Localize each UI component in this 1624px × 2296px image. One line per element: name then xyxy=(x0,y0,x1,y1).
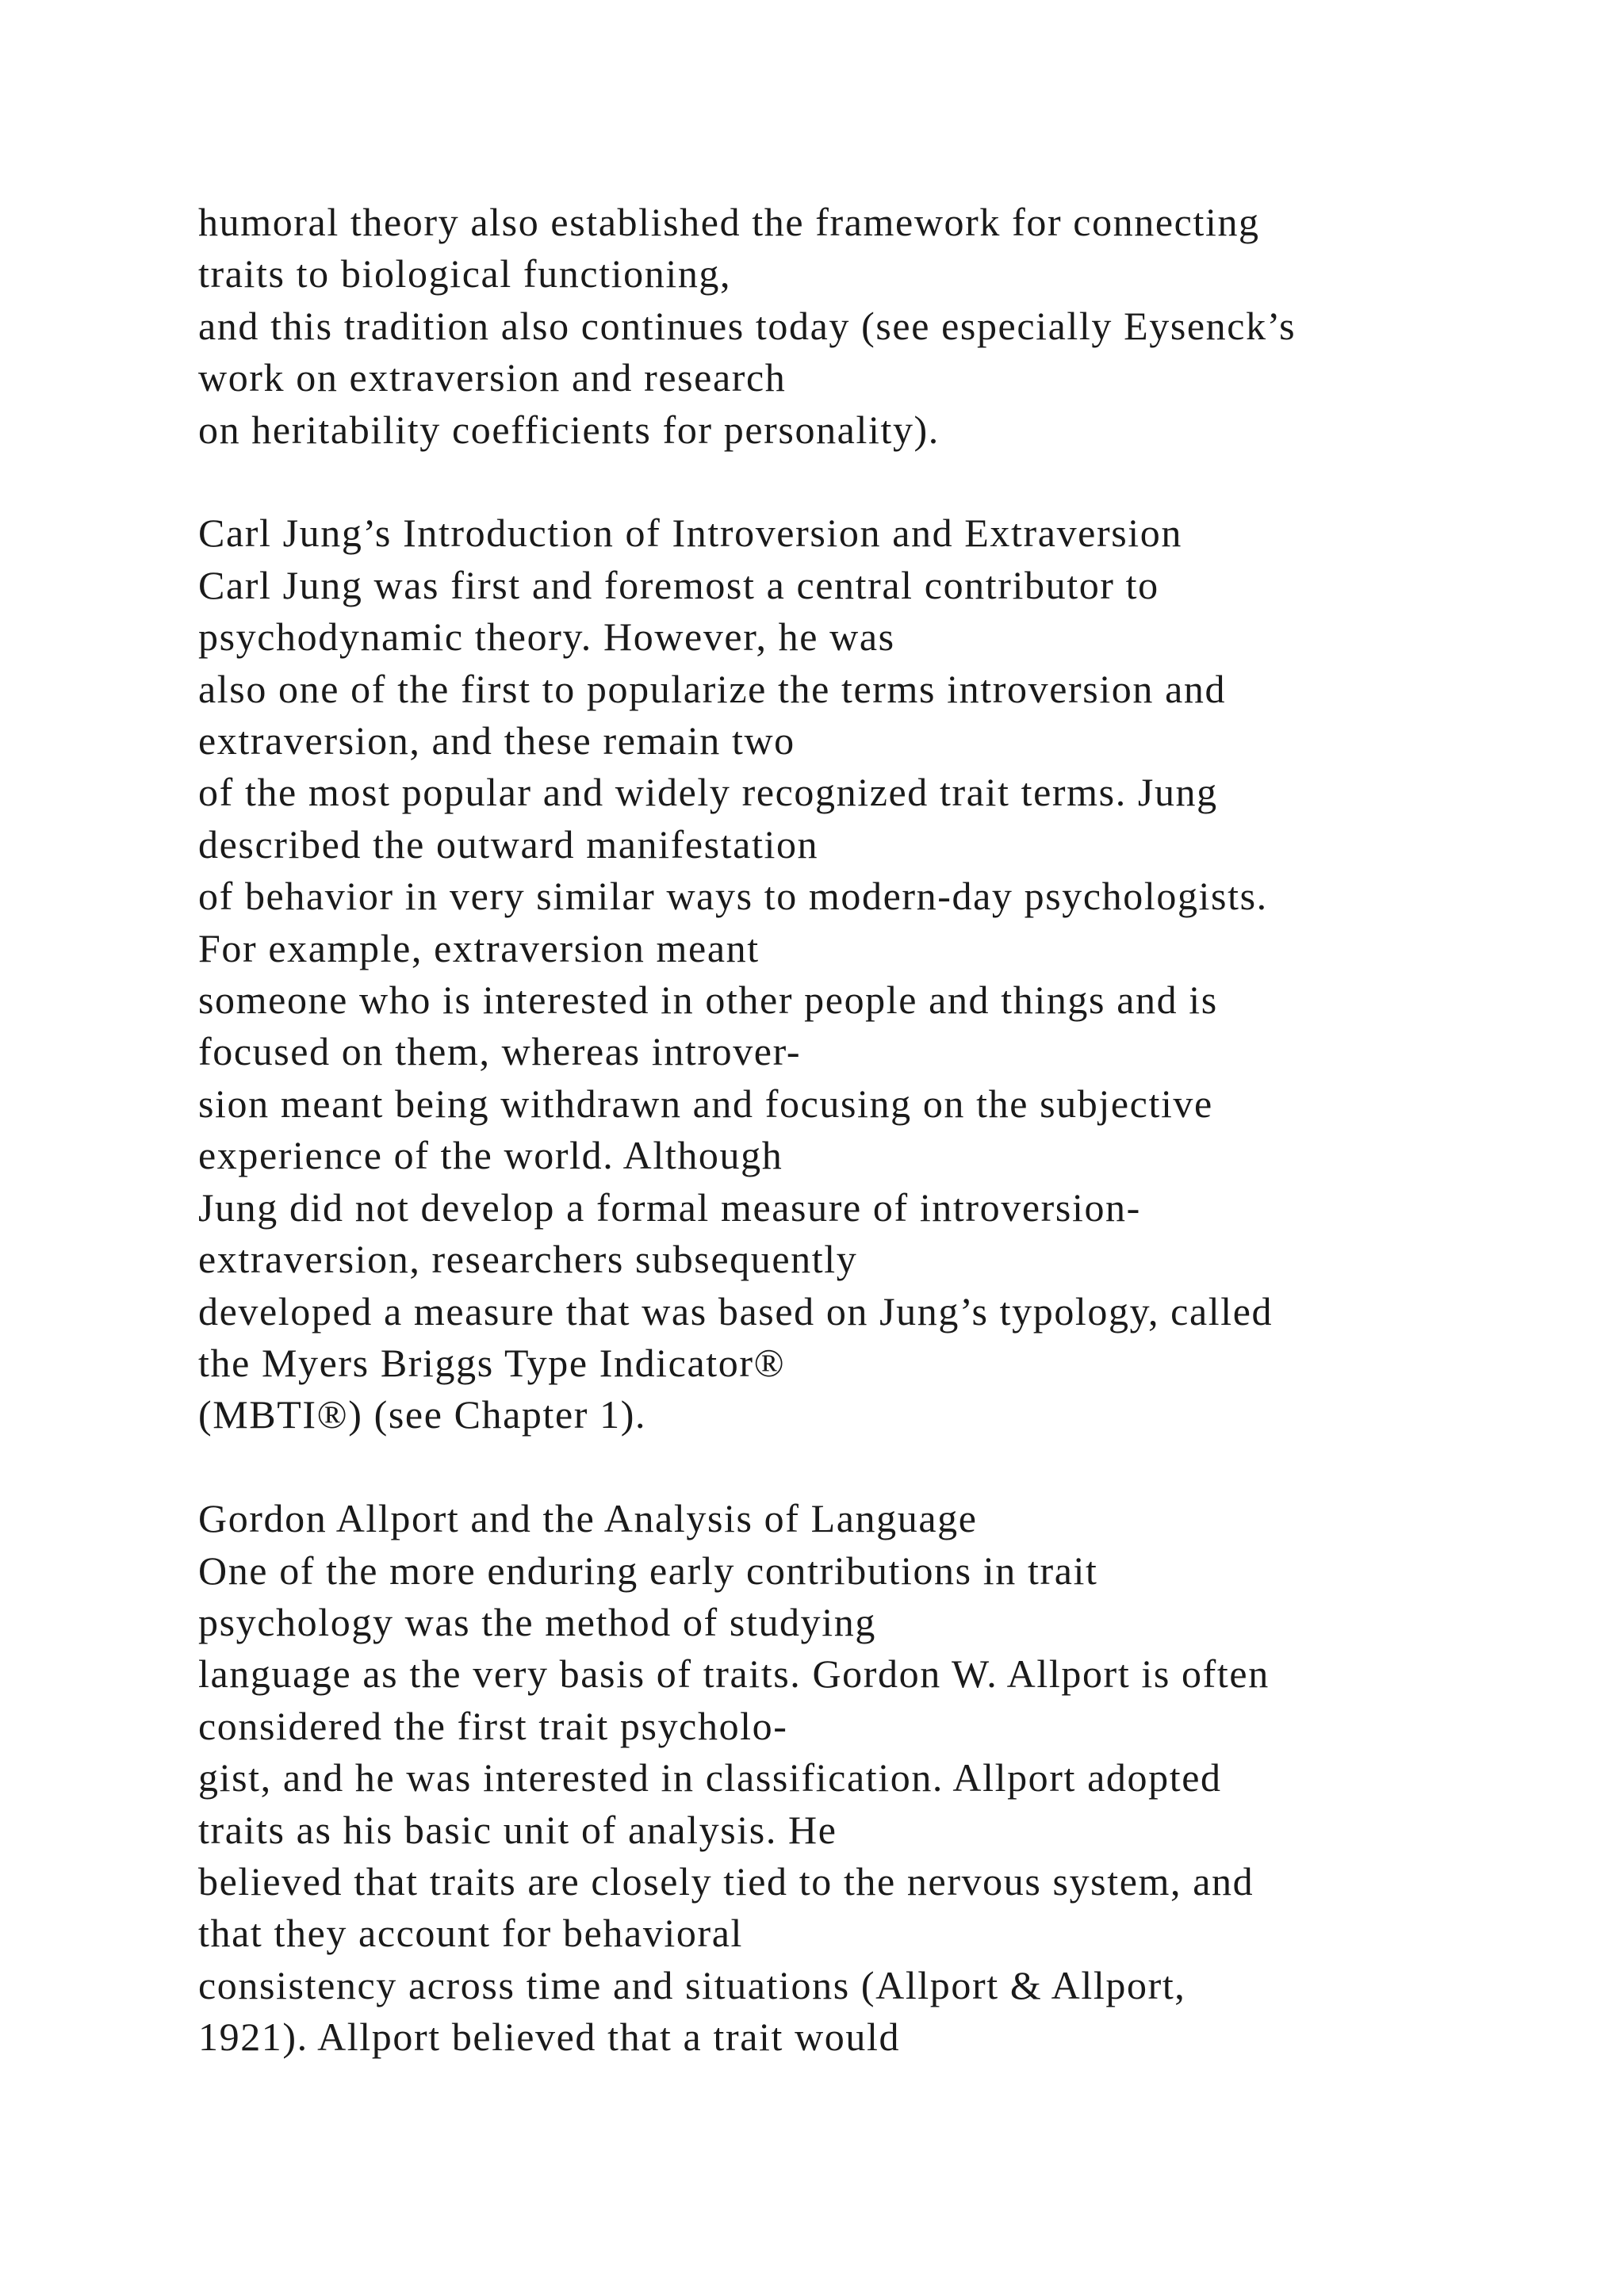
text-line: humoral theory also established the framework for connecting xyxy=(198,200,1260,244)
section-heading: Carl Jung’s Introduction of Introversion and Extraversion xyxy=(198,511,1182,556)
text-line: developed a measure that was based on Jung’s typology, called xyxy=(198,1288,1274,1334)
text-line: psychodynamic theory. However, he was xyxy=(198,614,895,660)
text-line: psychology was the method of studying xyxy=(198,1599,876,1644)
text-line: consistency across time and situations (Allport & Allport, xyxy=(198,1962,1186,2007)
text-line: For example, extraversion meant xyxy=(198,925,760,970)
text-line: experience of the world. Although xyxy=(198,1133,783,1178)
section-heading: Gordon Allport and the Analysis of Language xyxy=(198,1496,978,1541)
blank-line xyxy=(198,456,1546,507)
text-line: traits to biological functioning, xyxy=(198,251,732,297)
text-line: extraversion, researchers subsequently xyxy=(198,1237,858,1282)
text-line: extraversion, and these remain two xyxy=(198,718,795,763)
text-line: sion meant being withdrawn and focusing on the subjective xyxy=(198,1081,1213,1126)
blank-line xyxy=(198,1441,1546,1493)
text-line: Jung did not develop a formal measure of introversion- xyxy=(198,1184,1141,1230)
text-line: described the outward manifestation xyxy=(198,821,819,867)
text-line: believed that traits are closely tied to the nervous system, and xyxy=(198,1858,1254,1904)
text-line: gist, and he was interested in classification. Allport adopted xyxy=(198,1755,1222,1800)
text-line: of the most popular and widely recognized trait terms. Jung xyxy=(198,770,1218,815)
text-line: also one of the first to popularize the terms introversion and xyxy=(198,666,1227,711)
document-text xyxy=(198,197,1546,2064)
text-line: traits as his basic unit of analysis. He xyxy=(198,1807,837,1852)
text-line: work on extraversion and research xyxy=(198,355,787,400)
text-line: (MBTI®) (see Chapter 1). xyxy=(198,1392,647,1437)
text-line: of behavior in very similar ways to modern-day psychologists. xyxy=(198,874,1268,919)
text-line: focused on them, whereas introver- xyxy=(198,1029,802,1074)
text-line: someone who is interested in other people and things and is xyxy=(198,978,1218,1023)
text-line: the Myers Briggs Type Indicator® xyxy=(198,1340,786,1385)
text-line: on heritability coefficients for personality). xyxy=(198,407,940,452)
text-line: language as the very basis of traits. Gordon W. Allport is often xyxy=(198,1651,1270,1697)
text-line: and this tradition also continues today (see especially Eysenck’s xyxy=(198,303,1297,348)
text-line: One of the more enduring early contributions in trait xyxy=(198,1548,1098,1593)
text-line: Carl Jung was first and foremost a central contributor to xyxy=(198,562,1159,607)
text-line: 1921). Allport believed that a trait would xyxy=(198,2015,901,2060)
text-line: considered the first trait psycholo- xyxy=(198,1703,788,1748)
text-line: that they account for behavioral xyxy=(198,1911,744,1956)
